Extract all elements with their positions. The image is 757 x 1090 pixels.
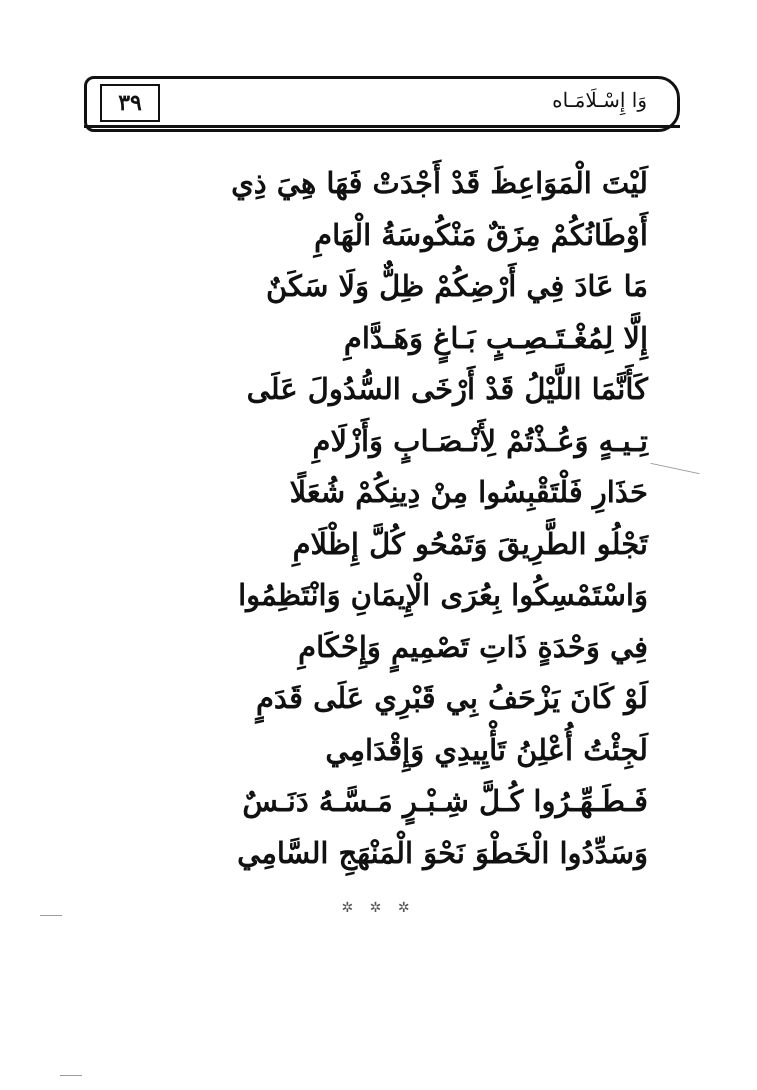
poem-line: أَوْطَانُكُمْ مِزَقٌ مَنْكُوسَةُ الْهَامِ — [314, 217, 648, 252]
poem-line: حَذَارِ فَلْتَقْبِسُوا مِنْ دِينِكُمْ شُعَلًا — [289, 475, 648, 509]
poem-line: كَأَنَّمَا اللَّيْلُ قَدْ أَرْخَى السُّدُولَ عَلَى — [246, 372, 648, 406]
poem-line: وَاسْتَمْسِكُوا بِعُرَى الْإِيمَانِ وَانْتَظِمُوا — [238, 578, 648, 612]
poem-line: فِي وَحْدَةٍ ذَاتِ تَصْمِيمٍ وَإِحْكَامِ — [298, 629, 648, 664]
poem-line: تَجْلُو الطَّرِيقَ وَتَمْحُو كُلَّ إِظْلَامِ — [292, 526, 648, 561]
poem-line: وَسَدِّدُوا الْخَطْوَ نَحْوَ الْمَنْهَجِ السَّامِي — [237, 835, 648, 870]
poem-line: مَا عَادَ فِي أَرْضِكُمْ ظِلٌّ وَلَا سَكَنٌ — [265, 269, 648, 303]
running-title: وَا إِسْـلَامَـاه — [552, 88, 647, 112]
poem-line: لَيْتَ الْمَوَاعِظَ قَدْ أَجْدَتْ فَهَا هِيَ ذِي — [231, 166, 648, 200]
poem-body — [100, 158, 648, 879]
poem-line: لَجِئْتُ أُعْلِنُ تَأْيِيدِي وَإِقْدَامِي — [325, 732, 648, 767]
scan-artifact — [60, 1075, 82, 1076]
page-number: ٣٩ — [100, 84, 160, 122]
scan-artifact — [40, 915, 62, 916]
poem-line: تِـيـهٍ وَعُـذْتُمْ لِأَنْـصَـابٍ وَأَزْلَامِ — [312, 423, 648, 458]
poem-line: إِلَّا لِمُغْـتَـصِـبٍ بَـاغٍ وَهَـدَّامِ — [343, 320, 648, 355]
poem-line: لَوْ كَانَ يَزْحَفُ بِي قَبْرِي عَلَى قَدَمٍ — [255, 681, 648, 715]
scan-artifact — [650, 463, 699, 474]
poem-line: فَـطَـهِّـرُوا كُـلَّ شِـبْـرٍ مَـسَّـهُ دَنَـسٌ — [242, 784, 648, 818]
section-end-ornament: ✲ ✲ ✲ — [341, 900, 416, 916]
